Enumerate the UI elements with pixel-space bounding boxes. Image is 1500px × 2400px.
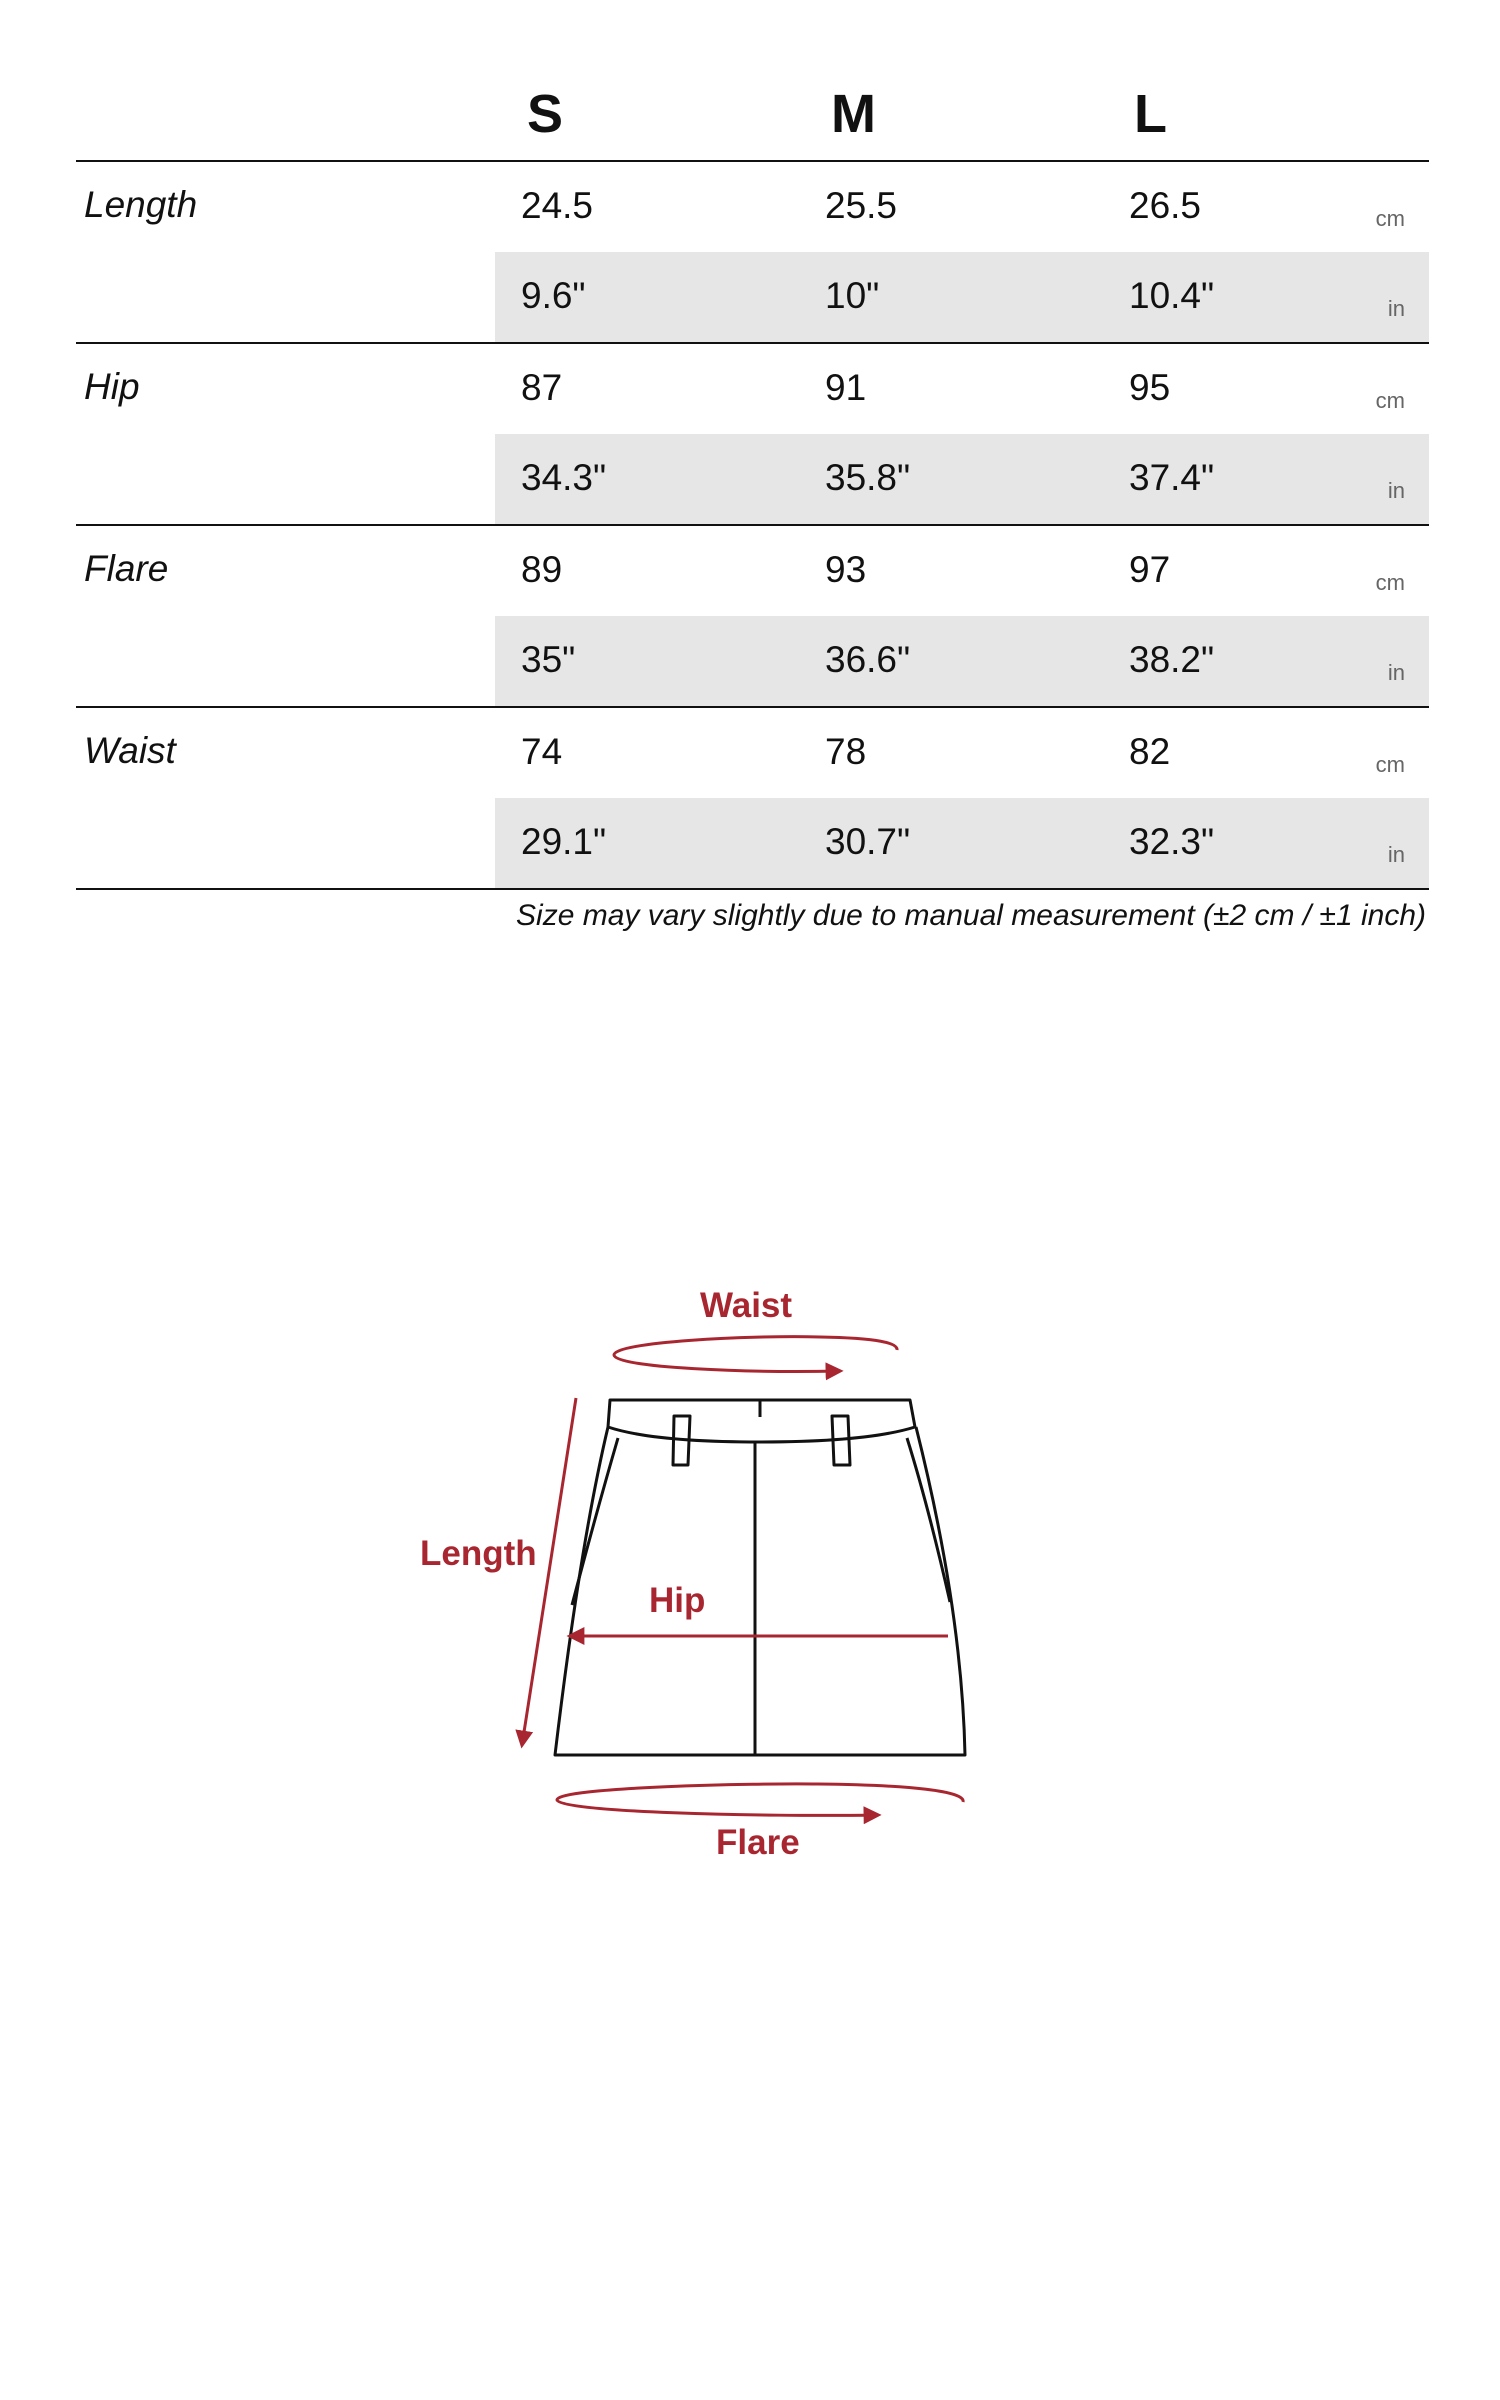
cm-row: [495, 526, 1429, 618]
length-label: Length: [420, 1534, 537, 1573]
size-chart-table: [76, 70, 1429, 932]
unit-label-cm: cm: [1375, 206, 1405, 231]
cm-row: [495, 162, 1429, 254]
unit-label-in: in: [1387, 478, 1405, 503]
value-cell: 78: [825, 731, 867, 772]
size-header-row: [76, 70, 1429, 162]
size-header-s: S: [527, 84, 564, 144]
value-cell: 24.5: [521, 185, 594, 226]
cm-row: [495, 344, 1429, 436]
value-cell: 30.7": [825, 821, 911, 862]
measurement-label: Hip: [84, 366, 140, 407]
in-row: [495, 434, 1429, 524]
unit-label-cm: cm: [1375, 570, 1405, 595]
in-row: [495, 252, 1429, 342]
value-cell: 9.6": [521, 275, 586, 316]
value-cell: 95: [1129, 367, 1171, 408]
skirt-outline: [555, 1400, 965, 1755]
value-cell: 89: [521, 549, 563, 590]
value-cell: 87: [521, 367, 563, 408]
measurement-row-flare: [76, 526, 1429, 708]
flare-label: Flare: [716, 1823, 800, 1862]
unit-label-in: in: [1387, 660, 1405, 685]
measurement-row-length: [76, 162, 1429, 344]
value-cell: 10": [825, 275, 880, 316]
value-cell: 35": [521, 639, 576, 680]
measurement-row-waist: [76, 708, 1429, 890]
measurement-label: Flare: [84, 548, 169, 589]
cm-row: [495, 708, 1429, 800]
flare-arrow: [557, 1784, 963, 1816]
value-cell: 37.4": [1129, 457, 1215, 498]
waist-arrow: [614, 1337, 897, 1372]
measurement-label: Waist: [84, 730, 176, 771]
hip-label: Hip: [649, 1581, 706, 1620]
size-header-l: L: [1134, 84, 1167, 144]
value-cell: 38.2": [1129, 639, 1215, 680]
value-cell: 34.3": [521, 457, 607, 498]
value-cell: 29.1": [521, 821, 607, 862]
in-row: [495, 798, 1429, 888]
value-cell: 25.5: [825, 185, 898, 226]
unit-label-in: in: [1387, 296, 1405, 321]
size-header-m: M: [831, 84, 876, 144]
value-cell: 26.5: [1129, 185, 1202, 226]
measurement-footnote: Size may vary slightly due to manual measurement (±2 cm / ±1 inch): [516, 899, 1426, 932]
measurement-label: Length: [84, 184, 198, 225]
value-cell: 36.6": [825, 639, 911, 680]
measurement-row-hip: [76, 344, 1429, 526]
value-cell: 32.3": [1129, 821, 1215, 862]
value-cell: 93: [825, 549, 867, 590]
unit-label-cm: cm: [1375, 752, 1405, 777]
value-cell: 97: [1129, 549, 1171, 590]
value-cell: 82: [1129, 731, 1171, 772]
unit-label-in: in: [1387, 842, 1405, 867]
in-row: [495, 616, 1429, 706]
skirt-measurement-diagram: [400, 1270, 1000, 1870]
waist-label: Waist: [700, 1286, 793, 1325]
value-cell: 74: [521, 731, 563, 772]
value-cell: 91: [825, 367, 867, 408]
value-cell: 35.8": [825, 457, 911, 498]
value-cell: 10.4": [1129, 275, 1215, 316]
unit-label-cm: cm: [1375, 388, 1405, 413]
